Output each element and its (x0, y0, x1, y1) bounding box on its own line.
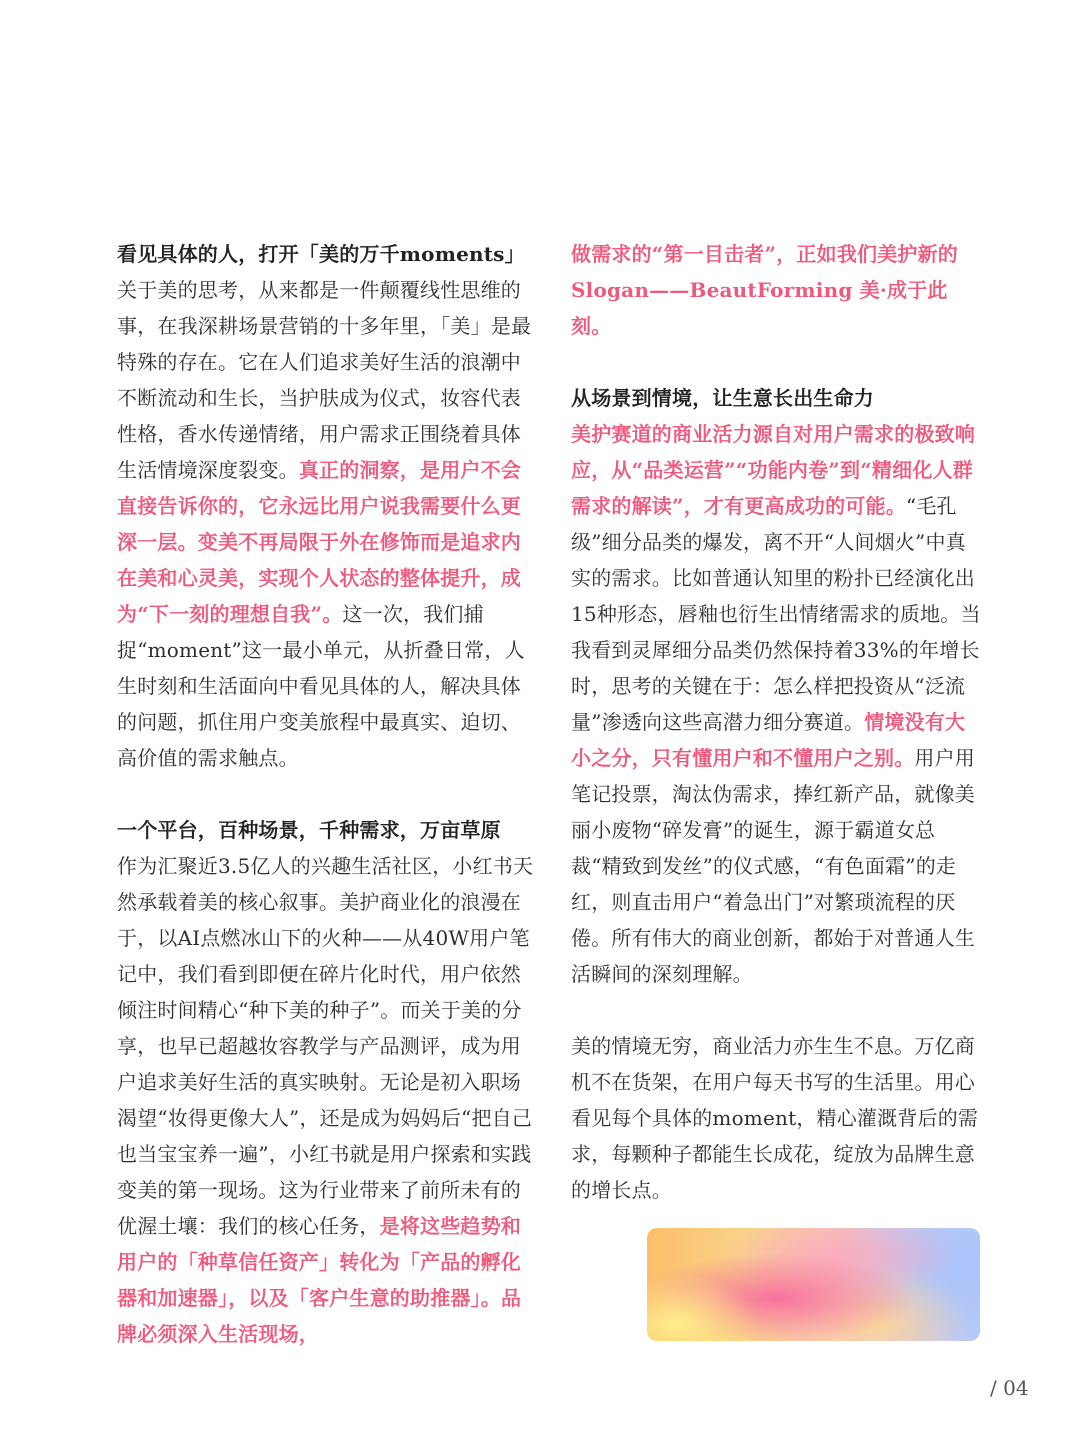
paragraph-beauty-thinking (117, 272, 535, 776)
highlight-context: 情境没有大小之分，只有懂用户和不懂用户之别。 (571, 710, 966, 770)
highlight-core-task: 是将这些趋势和用户的「种草信任资产」转化为「产品的孵化器和加速器」，以及「客户生意的助推器」。品牌必须深入生活现场， (117, 1214, 522, 1346)
paragraph-platform (117, 848, 535, 1352)
paragraph-text: 这一次，我们捕捉“moment”这一最小单元，从折叠日常，人生时刻和生活面向中看见具体的人，解决具体的问题，抓住用户变美旅程中最真实、迫切、高价值的需求触点。 (117, 602, 525, 770)
paragraph-scene (571, 416, 983, 992)
highlight-business-vitality: 美护赛道的商业活力源自对用户需求的极致响应，从“品类运营”“功能内卷”到“精细化人群需求的解读”，才有更高成功的可能。 (571, 422, 975, 518)
paragraph-text: 作为汇聚近3.5亿人的兴趣生活社区，小红书天然承载着美的核心叙事。美护商业化的浪漫在于，以AI点燃冰山下的火种——从40W用户笔记中，我们看到即便在碎片化时代，用户依然倾注时间精心“种下美的种子”。而关于美的分享，也早已超越妆容教学与产品测评，成为用户追求美好生活的真实映射。无论是初入职场渴望“妆得更像大人”，还是成为妈妈后“把自己也当宝宝养一遍”，小红书就是用户探索和实践变美的第一现场。这为行业带来了前所未有的优渥土壤：我们的核心任务， (117, 854, 534, 1238)
left-column (117, 236, 535, 1352)
highlight-insight: 真正的洞察，是用户不会直接告诉你的，它永远比用户说我需要什么更深一层。变美不再局限于外在修饰而是追求内在美和心灵美，实现个人状态的整体提升，成为“下一刻的理想自我”。 (117, 458, 522, 626)
paragraph-text: 用户用笔记投票，淘汰伪需求，捧红新产品，就像美丽小废物“碎发膏”的诞生，源于霸道女总裁“精致到发丝”的仪式感，“有色面霜”的走红，则直击用户“着急出门”对繁琐流程的厌倦。所有伟大的商业创新，都始于对普通人生活瞬间的深刻理解。 (571, 746, 976, 986)
section-heading-moments: 看见具体的人，打开「美的万千moments」 (117, 242, 525, 266)
section-heading-platform: 一个平台，百种场景，千种需求，万亩草原 (117, 818, 501, 842)
gradient-decoration-image (647, 1228, 980, 1341)
paragraph-text: 关于美的思考，从来都是一件颠覆线性思维的事，在我深耕场景营销的十多年里，「美」是最特殊的存在。它在人们追求美好生活的浪潮中不断流动和生长，当护肤成为仪式，妆容代表性格，香水传递情绪，用户需求正围绕着具体生活情境深度裂变。 (117, 278, 532, 482)
right-column (571, 236, 983, 1208)
paragraph-conclusion: 美的情境无穷，商业活力亦生生不息。万亿商机不在货架，在用户每天书写的生活里。用心看见每个具体的moment，精心灌溉背后的需求，每颗种子都能生长成花，绽放为品牌生意的增长点。 (571, 1034, 979, 1202)
highlight-first-witness: 做需求的“第一目击者”，正如我们美护新的Slogan——BeautForming 美·成于此刻。 (571, 242, 959, 338)
page-number: / 04 (990, 1376, 1029, 1400)
paragraph-text: “毛孔级”细分品类的爆发，离不开“人间烟火”中真实的需求。比如普通认知里的粉扑已经演化出15种形态，唇釉也衍生出情绪需求的质地。当我看到灵犀细分品类仍然保持着33%的年增长时，思考的关键在于：怎么样把投资从“泛流量”渗透向这些高潜力细分赛道。 (571, 494, 981, 734)
section-heading-scene: 从场景到情境，让生意长出生命力 (571, 386, 874, 410)
